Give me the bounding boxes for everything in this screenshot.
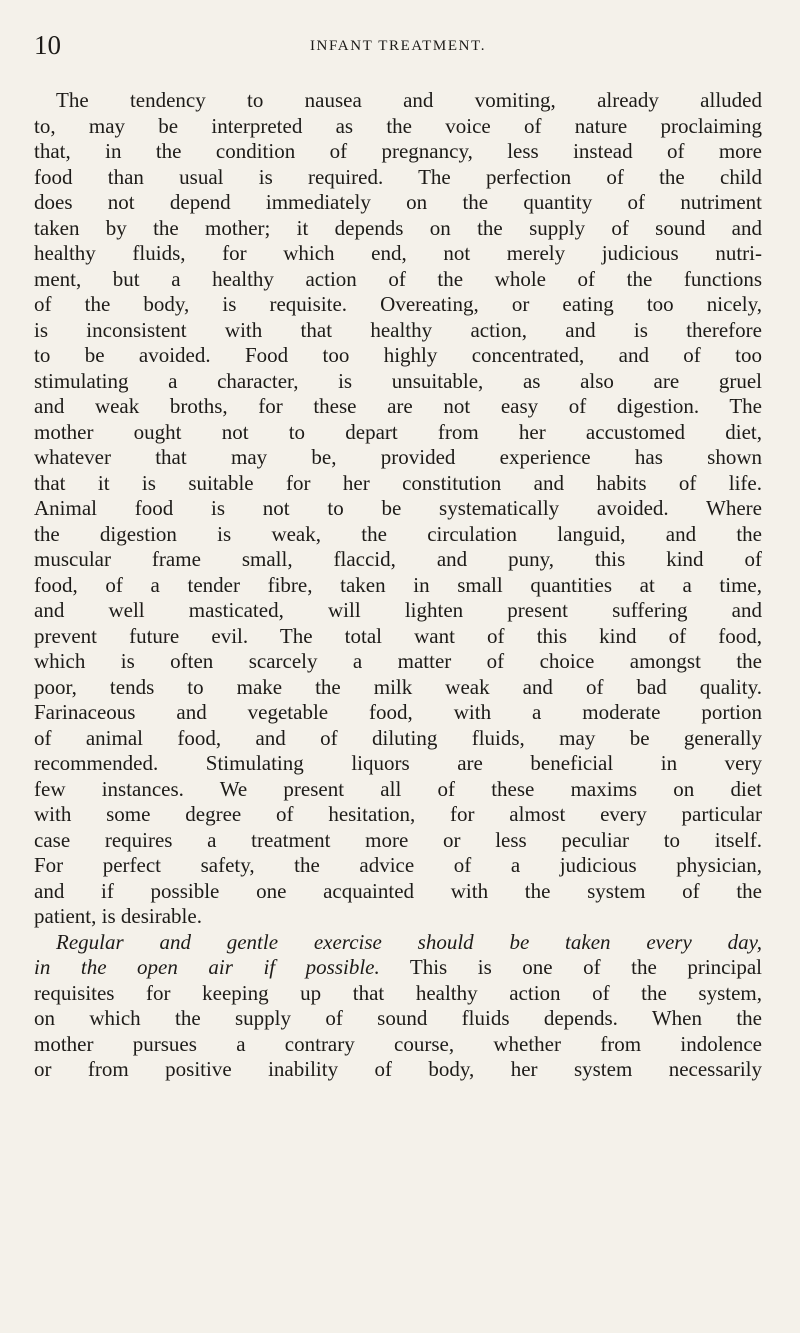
text-line: case requires a treatment more or less peculiar to itself.: [34, 827, 762, 852]
text-line: The tendency to nausea and vomiting, already alluded: [56, 88, 762, 112]
text-line: food, of a tender fibre, taken in small quantities at a time,: [34, 572, 762, 597]
page-header: [34, 30, 762, 60]
text-line: healthy fluids, for which end, not merely judicious nutri-: [34, 241, 762, 265]
page-number: 10: [34, 30, 61, 60]
text-line: and if possible one acquainted with the system of the: [34, 878, 762, 903]
body-text: [34, 88, 762, 1083]
text-line: with some degree of hesitation, for almost every particular: [34, 802, 762, 826]
italic-heading-line: Regular and gentle exercise should be taken every day,: [56, 929, 762, 954]
text-line: requisites for keeping up that healthy action of the system,: [34, 980, 762, 1005]
text-line: and weak broths, for these are not easy of digestion. The: [34, 394, 762, 418]
text-line: that it is suitable for her constitution and habits of life.: [34, 470, 762, 495]
text-line: and well masticated, will lighten present suffering and: [34, 598, 762, 622]
text-line: to, may be interpreted as the voice of nature proclaiming: [34, 113, 762, 138]
text-line: stimulating a character, is unsuitable, as also are gruel: [34, 368, 762, 393]
text-line: does not depend immediately on the quantity of nutriment: [34, 190, 762, 214]
text-line: that, in the condition of pregnancy, less instead of more: [34, 139, 762, 163]
text-line: on which the supply of sound fluids depends. When the: [34, 1006, 762, 1030]
italic-heading-continuation: in the open air if possible.: [34, 955, 380, 979]
text-line: patient, is desirable.: [34, 904, 202, 928]
text-line: prevent future evil. The total want of this kind of food,: [34, 623, 762, 648]
text-line: which is often scarcely a matter of choice amongst the: [34, 649, 762, 673]
text-line: Animal food is not to be systematically avoided. Where: [34, 496, 762, 520]
paragraph-exercise: [34, 930, 762, 1083]
text-line: to be avoided. Food too highly concentrated, and of too: [34, 343, 762, 367]
text-line: whatever that may be, provided experience has shown: [34, 445, 762, 469]
text-line: of animal food, and of diluting fluids, may be generally: [34, 725, 762, 750]
text-line: or from positive inability of body, her system necessarily: [34, 1057, 762, 1081]
text-line: poor, tends to make the milk weak and of bad quality.: [34, 674, 762, 699]
text-line: muscular frame small, flaccid, and puny, this kind of: [34, 547, 762, 571]
text-line: is inconsistent with that healthy action, and is therefore: [34, 317, 762, 342]
text-line: the digestion is weak, the circulation languid, and the: [34, 521, 762, 546]
paragraph-diet: [34, 88, 762, 930]
text-line: taken by the mother; it depends on the supply of sound and: [34, 215, 762, 240]
text-line: mother pursues a contrary course, whether from indolence: [34, 1031, 762, 1056]
text-line-rest: This is one of the principal: [379, 955, 762, 979]
running-title: INFANT TREATMENT.: [309, 38, 487, 54]
text-line: food than usual is required. The perfection of the child: [34, 164, 762, 189]
text-line: Farinaceous and vegetable food, with a moderate portion: [34, 700, 762, 724]
text-line: ment, but a healthy action of the whole of the functions: [34, 266, 762, 291]
text-line: few instances. We present all of these maxims on diet: [34, 776, 762, 801]
text-line-mixed: [34, 955, 762, 981]
text-line: mother ought not to depart from her accustomed diet,: [34, 419, 762, 444]
text-line: recommended. Stimulating liquors are beneficial in very: [34, 751, 762, 775]
text-line: of the body, is requisite. Overeating, or eating too nicely,: [34, 292, 762, 316]
text-line: For perfect safety, the advice of a judicious physician,: [34, 853, 762, 877]
